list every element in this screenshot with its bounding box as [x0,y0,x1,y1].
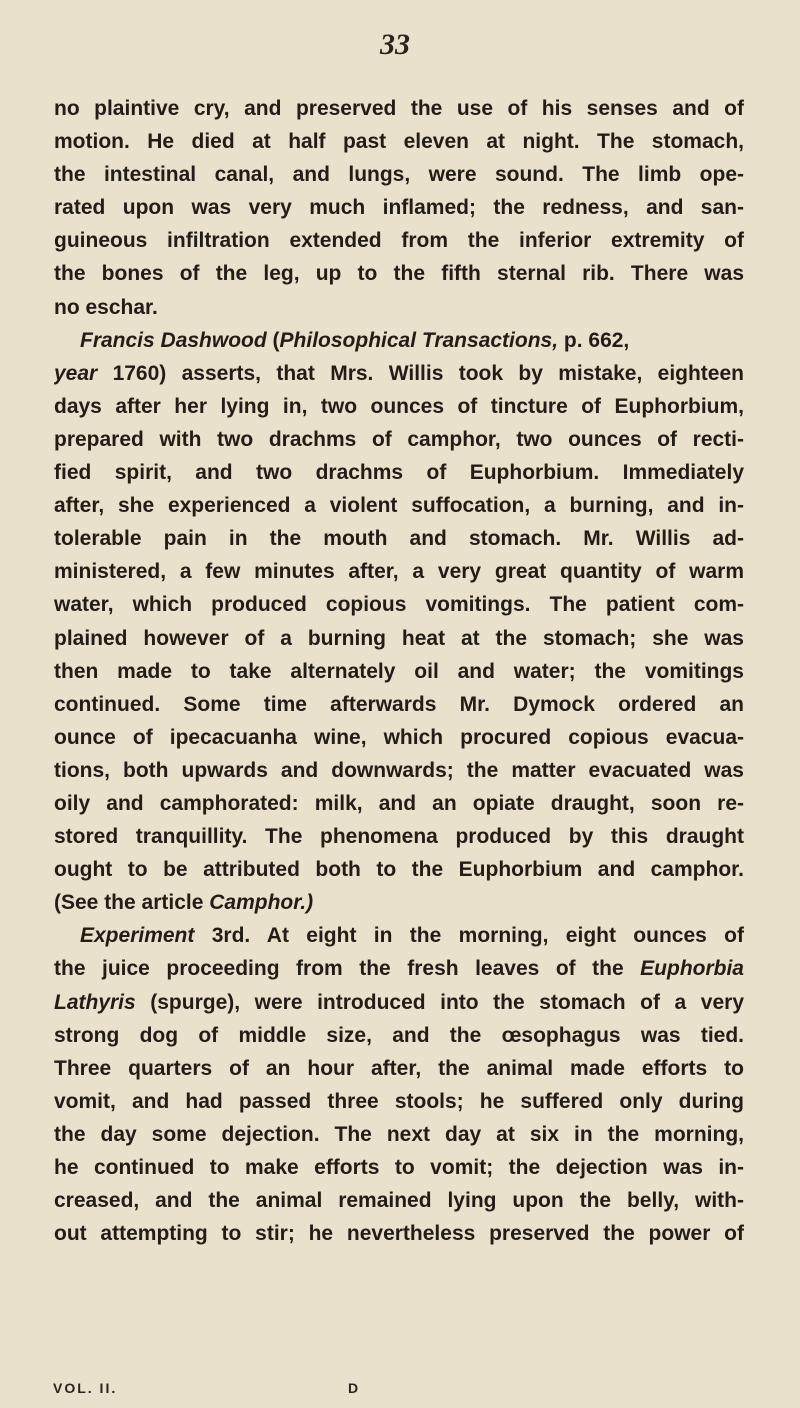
text-line: rated upon was very much inflamed; the redness, and san- [54,196,744,220]
text-line: prepared with two drachms of camphor, two ounces of recti- [54,427,744,451]
signature-mark: D [348,1380,361,1396]
text-line: the intestinal canal, and lungs, were sound. The limb ope- [54,163,744,187]
text-line: (See the article Camphor.) [54,891,314,915]
text-line: the bones of the leg, up to the fifth sternal rib. There was [54,262,744,286]
text-line: no plaintive cry, and preserved the use of his senses and of [54,97,744,120]
text-line: no eschar. [54,295,158,319]
page-footer [53,1380,453,1396]
text-line: he continued to make efforts to vomit; the dejection was in- [54,1156,744,1179]
volume-label: VOL. II. [53,1380,118,1396]
text-line: creased, and the animal remained lying upon the belly, with- [54,1189,744,1213]
text-line: ministered, a few minutes after, a very great quantity of warm [54,560,744,584]
text-line: guineous infiltration extended from the inferior extremity of [54,229,744,253]
text-line: fied spirit, and two drachms of Euphorbium. Immediately [54,461,744,485]
text-line: plained however of a burning heat at the stomach; she was [54,626,744,650]
text-line: ought to be attributed both to the Euphorbium and camphor. [54,858,744,882]
page-number: 33 [380,28,410,61]
text-line: continued. Some time afterwards Mr. Dymock ordered an [54,692,744,716]
text-line: out attempting to stir; he nevertheless preserved the power of [54,1222,744,1246]
text-line: Francis Dashwood (Philosophical Transactions, p. 662, [80,328,630,352]
text-line: the juice proceeding from the fresh leaves of the Euphorbia [54,957,744,981]
text-line: water, which produced copious vomitings. The patient com- [54,593,744,617]
body-text [54,92,744,1250]
text-line: days after her lying in, two ounces of tincture of Euphorbium, [54,394,744,418]
text-line: strong dog of middle size, and the œsophagus was tied. [54,1023,744,1047]
text-line: stored tranquillity. The phenomena produced by this draught [54,825,744,849]
text-line: Lathyris (spurge), were introduced into the stomach of a very [54,990,744,1014]
text-line: after, she experienced a violent suffocation, a burning, and in- [54,494,744,518]
text-line: the day some dejection. The next day at six in the morning, [54,1122,744,1146]
text-line: tolerable pain in the mouth and stomach. Mr. Willis ad- [54,527,744,551]
text-line: vomit, and had passed three stools; he suffered only during [54,1089,744,1113]
text-line: ounce of ipecacuanha wine, which procured copious evacua- [54,725,744,749]
text-line: then made to take alternately oil and water; the vomitings [54,659,744,683]
text-line: tions, both upwards and downwards; the matter evacuated was [54,758,744,782]
text-line: Three quarters of an hour after, the animal made efforts to [54,1056,744,1080]
text-line: oily and camphorated: milk, and an opiate draught, soon re- [54,791,744,815]
text-line: motion. He died at half past eleven at night. The stomach, [54,130,744,154]
text-line: year 1760) asserts, that Mrs. Willis took by mistake, eighteen [54,361,744,385]
text-line: Experiment 3rd. At eight in the morning, eight ounces of [80,924,744,948]
